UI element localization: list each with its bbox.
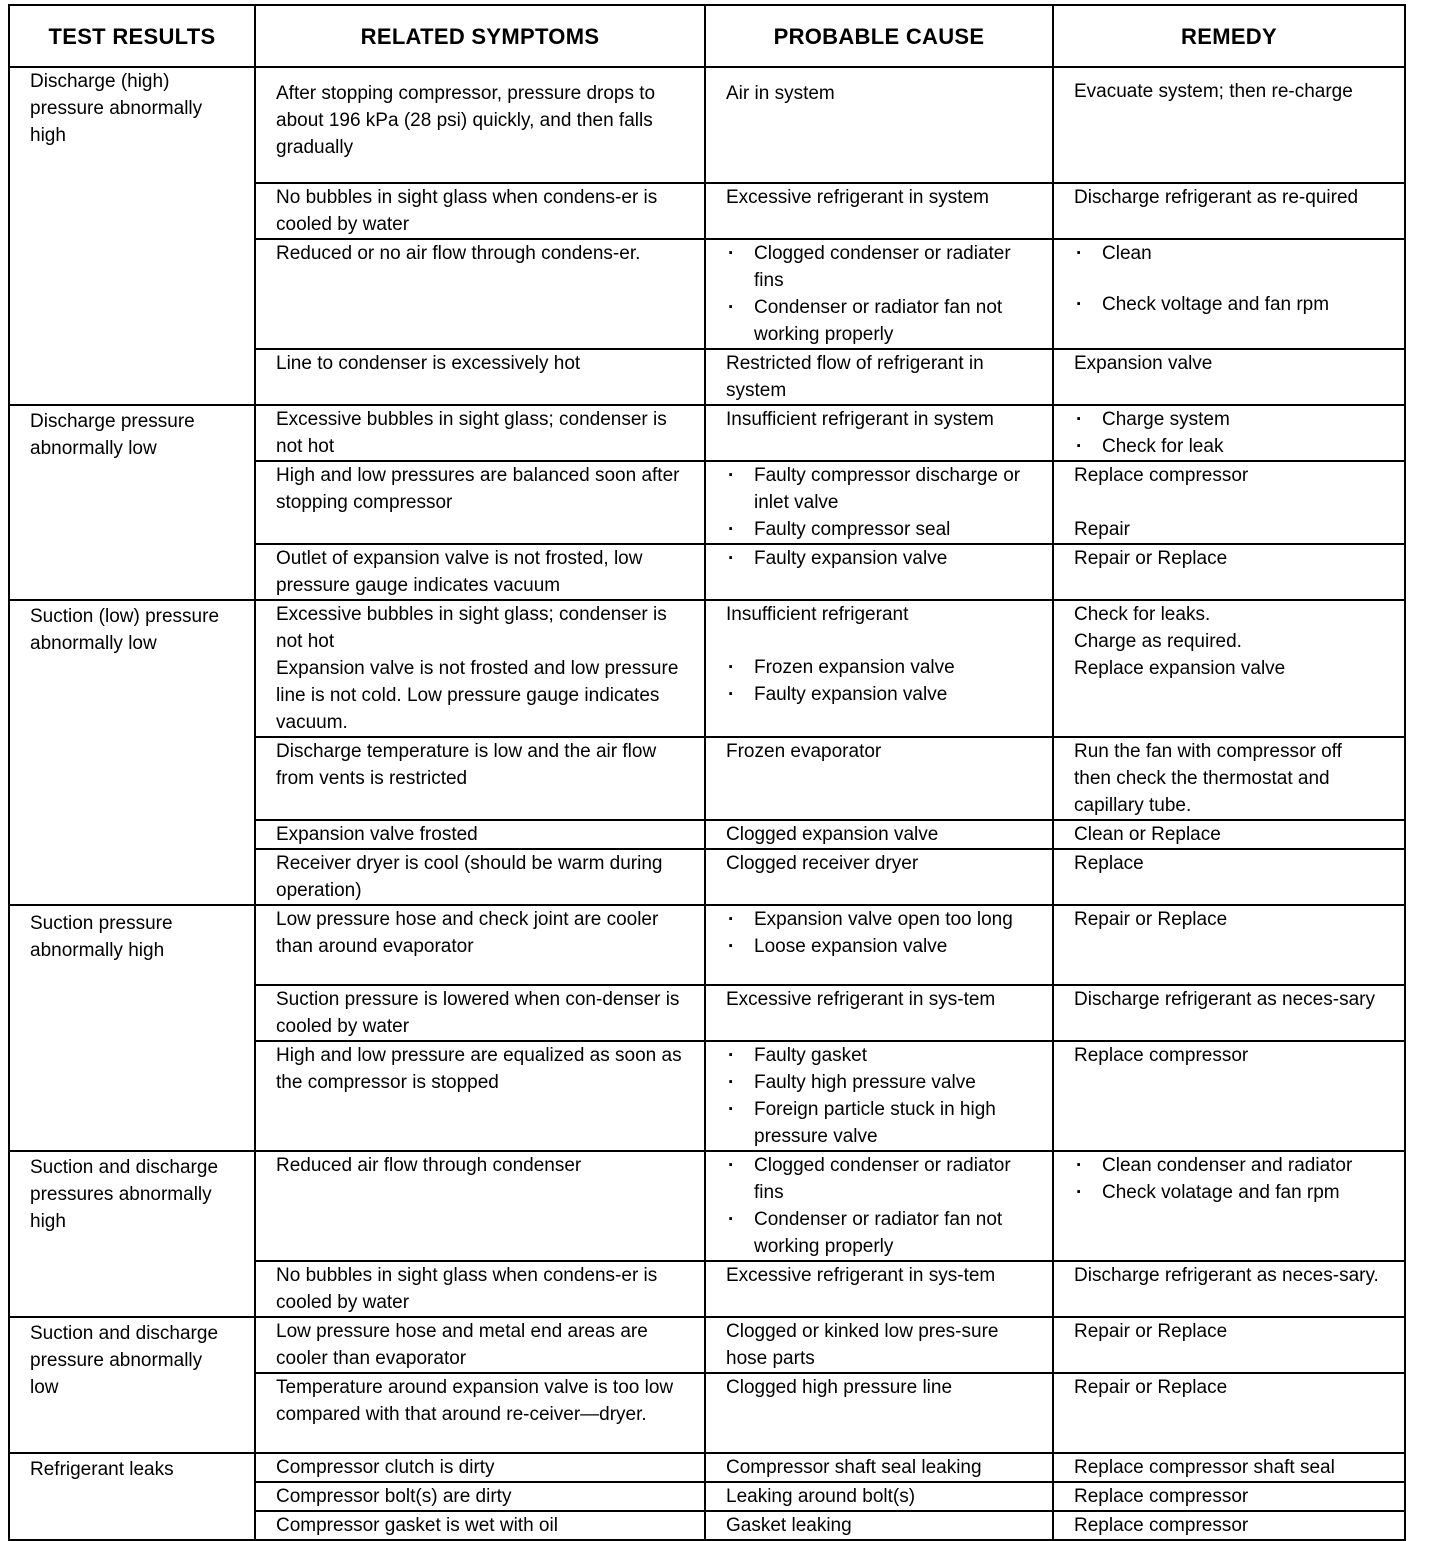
- list-item: · Clogged condenser or radiater fins: [726, 240, 1032, 294]
- table-row: [9, 905, 1405, 985]
- cause-cell: Insufficient refrigerant in system: [705, 405, 1053, 461]
- list-item: · Frozen expansion valve: [726, 654, 1032, 681]
- cause-cell: [705, 544, 1053, 600]
- symptom-cell: No bubbles in sight glass when condens-er is cooled by water: [255, 1261, 705, 1317]
- cause-cell: [705, 905, 1053, 985]
- test-result-cell: Refrigerant leaks: [9, 1453, 255, 1540]
- table-row: [9, 405, 1405, 461]
- remedy-line: Replace expansion valve: [1074, 658, 1286, 679]
- list-item: · Faulty gasket: [726, 1042, 1032, 1069]
- cause-list: [726, 1042, 1032, 1150]
- remedy-list: [1074, 406, 1384, 460]
- test-result-cell: Suction and discharge pressure abnormally low: [9, 1317, 255, 1453]
- symptom-cell: Temperature around expansion valve is too low compared with that around re-ceiver—dryer.: [255, 1373, 705, 1453]
- cause-list: [726, 462, 1032, 543]
- test-result-cell: Suction and discharge pressures abnormally high: [9, 1151, 255, 1317]
- remedy-cell: Repair or Replace: [1053, 1317, 1405, 1373]
- remedy-list: [1074, 1152, 1384, 1206]
- list-item: · Condenser or radiator fan not working properly: [726, 1206, 1032, 1260]
- cause-cell: [705, 1041, 1053, 1151]
- cause-cell: Excessive refrigerant in sys-tem: [705, 1261, 1053, 1317]
- cause-list: [726, 240, 1032, 348]
- symptom-line: Expansion valve is not frosted and low pressure line is not cold. Low pressure gauge indicates vacuum.: [276, 658, 679, 733]
- remedy-line: Check for leaks.: [1074, 604, 1211, 625]
- remedy-cell: Repair or Replace: [1053, 544, 1405, 600]
- symptom-cell: Reduced or no air flow through condens-er.: [255, 239, 705, 349]
- symptom-cell: Compressor clutch is dirty: [255, 1453, 705, 1482]
- symptom-line: Excessive bubbles in sight glass; condenser is not hot: [276, 604, 667, 652]
- header-row: [9, 5, 1405, 67]
- list-item: · Clogged condenser or radiator fins: [726, 1152, 1032, 1206]
- symptom-cell: Outlet of expansion valve is not frosted, low pressure gauge indicates vacuum: [255, 544, 705, 600]
- cause-cell: Clogged expansion valve: [705, 820, 1053, 849]
- remedy-cell: Discharge refrigerant as neces-sary.: [1053, 1261, 1405, 1317]
- cause-list: [726, 545, 1032, 572]
- test-result-cell: Suction pressure abnormally high: [9, 905, 255, 1151]
- list-item: · Check voltage and fan rpm: [1074, 291, 1384, 318]
- symptom-cell: Discharge temperature is low and the air flow from vents is restricted: [255, 737, 705, 820]
- list-item: · Loose expansion valve: [726, 933, 1032, 960]
- remedy-list: [1074, 240, 1384, 318]
- symptom-cell: Reduced air flow through condenser: [255, 1151, 705, 1261]
- remedy-cell: Replace: [1053, 849, 1405, 905]
- table-row: [9, 600, 1405, 737]
- remedy-cell: Discharge refrigerant as re-quired: [1053, 183, 1405, 239]
- symptom-cell: Suction pressure is lowered when con-denser is cooled by water: [255, 985, 705, 1041]
- header-related-symptoms: RELATED SYMPTOMS: [255, 5, 705, 67]
- header-remedy: REMEDY: [1053, 5, 1405, 67]
- troubleshooting-table-wrapper: [8, 4, 1404, 1541]
- header-test-results: TEST RESULTS: [9, 5, 255, 67]
- remedy-cell: Replace compressor: [1053, 1511, 1405, 1540]
- cause-cell: Clogged or kinked low pres-sure hose parts: [705, 1317, 1053, 1373]
- cause-cell: [705, 461, 1053, 544]
- symptom-cell: High and low pressures are balanced soon after stopping compressor: [255, 461, 705, 544]
- symptom-cell: Compressor bolt(s) are dirty: [255, 1482, 705, 1511]
- remedy-line: Charge as required.: [1074, 631, 1242, 652]
- list-item: · Faulty expansion valve: [726, 681, 1032, 708]
- cause-list: [726, 906, 1032, 960]
- remedy-cell: [1053, 600, 1405, 737]
- cause-cell: Leaking around bolt(s): [705, 1482, 1053, 1511]
- remedy-cell: Replace compressor: [1053, 1482, 1405, 1511]
- cause-line: Insufficient refrigerant: [726, 604, 909, 625]
- remedy-cell: Evacuate system; then re-charge: [1053, 67, 1405, 183]
- symptom-cell: Expansion valve frosted: [255, 820, 705, 849]
- list-item: · Expansion valve open too long: [726, 906, 1032, 933]
- cause-list: [726, 1152, 1032, 1260]
- cause-cell: Compressor shaft seal leaking: [705, 1453, 1053, 1482]
- remedy-cell: Expansion valve: [1053, 349, 1405, 405]
- remedy-cell: Repair or Replace: [1053, 1373, 1405, 1453]
- symptom-cell: After stopping compressor, pressure drops to about 196 kPa (28 psi) quickly, and then falls gradually: [255, 67, 705, 183]
- test-result-cell: Discharge (high) pressure abnormally high: [9, 67, 255, 405]
- symptom-cell: Receiver dryer is cool (should be warm during operation): [255, 849, 705, 905]
- cause-cell: Gasket leaking: [705, 1511, 1053, 1540]
- list-item: · Faulty compressor discharge or inlet valve: [726, 462, 1032, 516]
- cause-cell: [705, 600, 1053, 737]
- symptom-cell: Low pressure hose and check joint are cooler than around evaporator: [255, 905, 705, 985]
- symptom-cell: Low pressure hose and metal end areas are cooler than evaporator: [255, 1317, 705, 1373]
- remedy-line: Replace compressor: [1074, 465, 1249, 486]
- cause-cell: Excessive refrigerant in system: [705, 183, 1053, 239]
- list-item: · Check volatage and fan rpm: [1074, 1179, 1384, 1206]
- header-probable-cause: PROBABLE CAUSE: [705, 5, 1053, 67]
- table-row: [9, 1151, 1405, 1261]
- cause-cell: [705, 239, 1053, 349]
- cause-cell: [705, 1151, 1053, 1261]
- symptom-cell: No bubbles in sight glass when condens-er is cooled by water: [255, 183, 705, 239]
- remedy-cell: [1053, 239, 1405, 349]
- remedy-cell: Discharge refrigerant as neces-sary: [1053, 985, 1405, 1041]
- remedy-line: Repair: [1074, 519, 1130, 540]
- symptom-cell: Line to condenser is excessively hot: [255, 349, 705, 405]
- remedy-cell: [1053, 405, 1405, 461]
- list-item: · Faulty expansion valve: [726, 545, 1032, 572]
- symptom-cell: Excessive bubbles in sight glass; condenser is not hot: [255, 405, 705, 461]
- remedy-cell: Replace compressor shaft seal: [1053, 1453, 1405, 1482]
- table-row: [9, 1453, 1405, 1482]
- list-item: · Condenser or radiator fan not working properly: [726, 294, 1032, 348]
- list-item: · Charge system: [1074, 406, 1384, 433]
- test-result-cell: Discharge pressure abnormally low: [9, 405, 255, 600]
- remedy-cell: Repair or Replace: [1053, 905, 1405, 985]
- remedy-cell: Run the fan with compressor off then check the thermostat and capillary tube.: [1053, 737, 1405, 820]
- cause-list: [726, 654, 1032, 708]
- list-item: · Clean condenser and radiator: [1074, 1152, 1384, 1179]
- table-row: [9, 67, 1405, 183]
- troubleshooting-table: [8, 4, 1406, 1541]
- list-item: · Faulty compressor seal: [726, 516, 1032, 543]
- list-item: · Faulty high pressure valve: [726, 1069, 1032, 1096]
- cause-cell: Clogged high pressure line: [705, 1373, 1053, 1453]
- cause-cell: Air in system: [705, 67, 1053, 183]
- test-result-cell: Suction (low) pressure abnormally low: [9, 600, 255, 905]
- symptom-cell: Compressor gasket is wet with oil: [255, 1511, 705, 1540]
- symptom-cell: High and low pressure are equalized as soon as the compressor is stopped: [255, 1041, 705, 1151]
- cause-cell: Frozen evaporator: [705, 737, 1053, 820]
- list-item: · Clean: [1074, 240, 1384, 267]
- cause-cell: Restricted flow of refrigerant in system: [705, 349, 1053, 405]
- cause-cell: Excessive refrigerant in sys-tem: [705, 985, 1053, 1041]
- remedy-cell: Clean or Replace: [1053, 820, 1405, 849]
- remedy-cell: [1053, 1151, 1405, 1261]
- cause-cell: Clogged receiver dryer: [705, 849, 1053, 905]
- list-item: · Check for leak: [1074, 433, 1384, 460]
- symptom-cell: [255, 600, 705, 737]
- table-row: [9, 1317, 1405, 1373]
- list-item: · Foreign particle stuck in high pressure valve: [726, 1096, 1032, 1150]
- remedy-cell: Replace compressor: [1053, 1041, 1405, 1151]
- remedy-cell: [1053, 461, 1405, 544]
